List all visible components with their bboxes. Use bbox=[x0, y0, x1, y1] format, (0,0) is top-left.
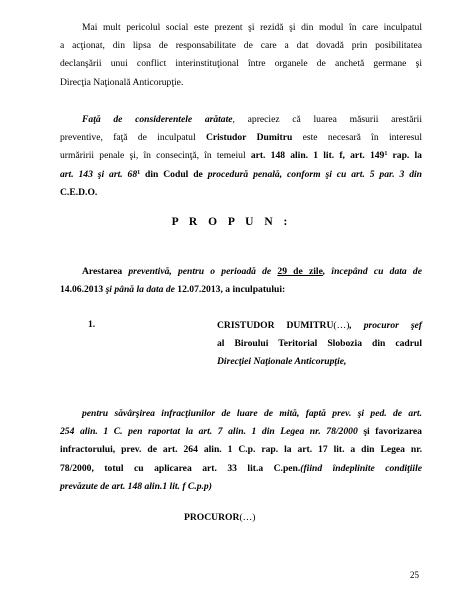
text-line: declanşării unui conflict interinstituţional între organele de anchetă germane şi bbox=[60, 58, 422, 70]
text-line bbox=[60, 166, 422, 184]
text-line bbox=[60, 111, 422, 129]
text-line: Direcţia Naţională Anticorupţie. bbox=[60, 76, 184, 88]
text-line bbox=[60, 263, 422, 281]
redaction-ellipsis: (…) bbox=[333, 320, 350, 331]
propose-heading: P R O P U N : bbox=[171, 216, 292, 228]
text-fragment: , apreciez că luarea măsurii arestării bbox=[232, 114, 422, 125]
text-line: pentru săvârşirea infracţiunilor de luare de mită, faptă prev. şi ped. de art. bbox=[82, 408, 422, 419]
defendant-role: , procuror şef bbox=[349, 320, 422, 331]
text-line: a acţionat, din lipsa de responsabilitate de care a dat dovadă prin posibilitatea bbox=[60, 40, 422, 52]
text-fragment: , începând cu data de bbox=[322, 266, 422, 277]
text-fragment: Arestarea bbox=[82, 266, 129, 277]
prosecutor-signature bbox=[184, 512, 255, 523]
superscript: 1 bbox=[137, 169, 141, 176]
defendant-name: Cristudor Dumitru bbox=[205, 132, 293, 144]
paragraph-arrest bbox=[60, 263, 422, 299]
text-fragment: şi favorizarea bbox=[363, 426, 422, 438]
text-line: Mai mult pericolul social este prezent şi rezidă şi din modul în care inculpatul bbox=[82, 22, 422, 33]
text-line bbox=[60, 423, 422, 441]
text-line: C.E.D.O. bbox=[60, 186, 98, 198]
text-line: infractorului, prev. de art. 264 alin. 1 C.p. rap. la art. 17 lit. a din Legea nr. bbox=[60, 444, 422, 456]
start-date: 14.06.2013 bbox=[60, 284, 106, 296]
page-number: 25 bbox=[410, 570, 419, 580]
list-number: 1. bbox=[88, 319, 96, 330]
text-line: Direcţiei Naţionale Anticorupţie, bbox=[217, 356, 347, 368]
text-line: al Biroului Teritorial Slobozia din cadrul bbox=[217, 338, 422, 350]
text-line bbox=[60, 129, 422, 147]
text-line: prevăzute de art. 148 alin.1 lit. f C.p.p) bbox=[60, 480, 212, 492]
legal-reference: procedură penală, conform şi cu art. 5 par. 3 din bbox=[207, 168, 422, 180]
text-line bbox=[60, 281, 422, 299]
text-fragment: preventive, faţă de inculpatul bbox=[60, 132, 206, 144]
defendant-block bbox=[217, 317, 422, 372]
text-fragment: urmăririi penale şi, în consecinţă, în temeiul bbox=[60, 150, 251, 162]
text-line bbox=[217, 317, 422, 335]
legal-reference: art. 148 alin. 1 lit. f, art. 149 bbox=[250, 150, 385, 162]
text-fragment: preventivă, pentru o perioadă de bbox=[128, 266, 278, 277]
legal-reference: rap. la bbox=[387, 150, 422, 162]
superscript: 1 bbox=[384, 151, 388, 158]
paragraph-social-danger bbox=[60, 19, 422, 92]
italic-bold-phrase: Faţă de considerentele arătate bbox=[82, 114, 233, 125]
text-fragment: 12.07.2013, a inculpatului: bbox=[174, 284, 286, 296]
text-fragment: 78/2000, totul cu aplicarea art. 33 lit.a C.pen. bbox=[60, 462, 301, 474]
text-fragment: (fiind îndeplinite condiţiile bbox=[300, 462, 422, 474]
redaction-ellipsis: (…) bbox=[239, 512, 256, 523]
arrest-duration: 29 de zile bbox=[277, 266, 323, 277]
text-fragment: este necesară în interesul bbox=[292, 132, 422, 144]
text-line bbox=[60, 147, 422, 165]
signature-label: PROCUROR bbox=[184, 512, 240, 523]
text-line bbox=[60, 460, 422, 478]
legal-reference: din Codul de bbox=[140, 168, 208, 180]
text-fragment: 254 alin. 1 C. pen raportat la art. 7 alin. 1 din Legea nr. 78/2000 bbox=[60, 426, 364, 438]
paragraph-charges bbox=[60, 405, 422, 496]
text-fragment: şi până la data de bbox=[105, 284, 175, 296]
defendant-name: CRISTUDOR DUMITRU bbox=[217, 320, 334, 331]
legal-reference: art. 143 şi art. 68 bbox=[60, 168, 138, 180]
paragraph-considerations bbox=[60, 111, 422, 202]
